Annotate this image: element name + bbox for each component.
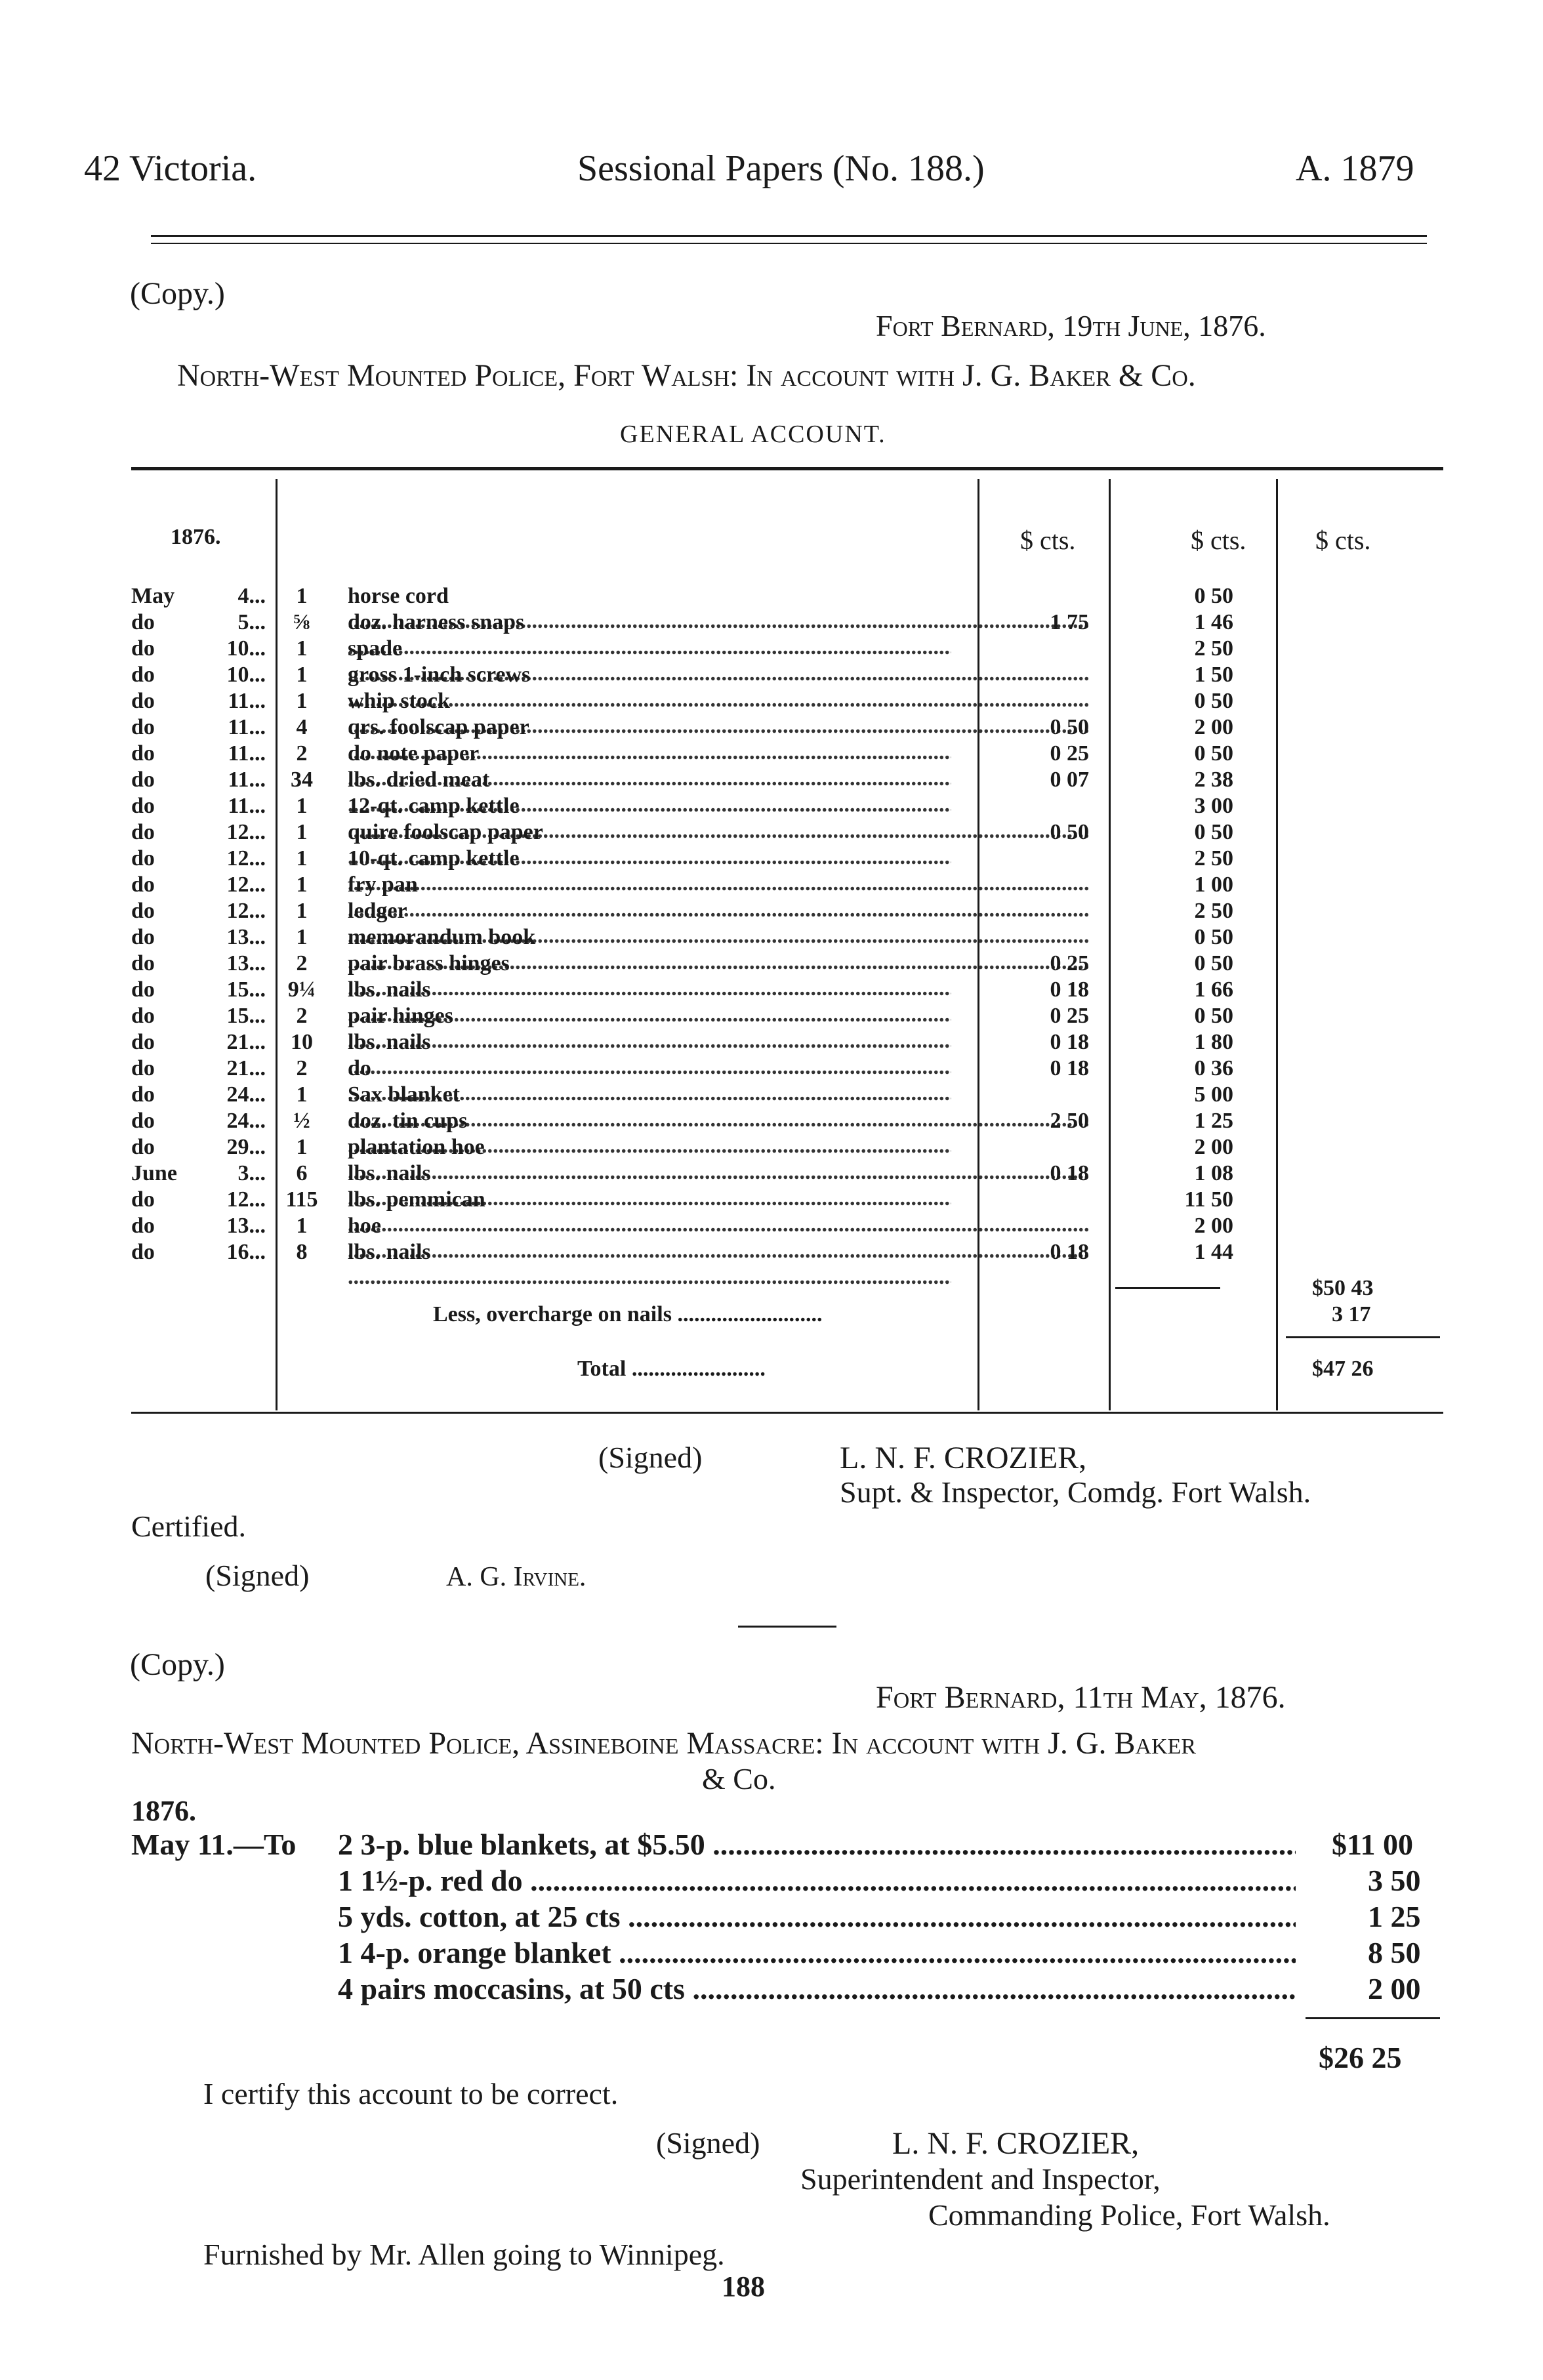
- ledger-row: [131, 820, 1443, 846]
- row-amount: 2 00: [1194, 1135, 1233, 1159]
- row-item: plantation hoe .....: [348, 1135, 1089, 1185]
- row-qty: 9¼: [287, 977, 316, 1002]
- row-month: do: [131, 846, 155, 871]
- row-amount: 2 00: [1194, 715, 1233, 739]
- row-qty: ½: [293, 1109, 310, 1133]
- row-item: 12-qt. camp kettle .....: [348, 794, 1089, 844]
- certify-statement: I certify this account to be correct.: [203, 2077, 619, 2110]
- row-amount: 1 46: [1194, 610, 1233, 634]
- row-item: qrs. foolscap paper .....: [348, 715, 951, 765]
- row-month: do: [131, 872, 155, 897]
- row-item: lbs. dried meat .....: [348, 768, 951, 817]
- row-day: 24...: [226, 1082, 266, 1107]
- signer-name-2: L. N. F. CROZIER,: [892, 2126, 1140, 2161]
- row-month: do: [131, 1030, 155, 1054]
- header-rule-top: [151, 235, 1427, 237]
- row-qty: 10: [291, 1030, 313, 1054]
- certifier-name: A. G. Irvine.: [446, 1562, 586, 1592]
- row-month: do: [131, 663, 155, 687]
- entry-line: [338, 1971, 1296, 2006]
- row-qty: 6: [296, 1161, 308, 1185]
- row-day: 13...: [226, 951, 266, 975]
- row-item: pair hinges .....: [348, 1004, 951, 1054]
- row-item: do .....: [348, 1056, 951, 1106]
- row-month: do: [131, 715, 155, 739]
- row-unit: 0 18: [1050, 1056, 1089, 1080]
- entry-amount: 3 50: [1368, 1864, 1421, 1897]
- row-day: 11...: [228, 715, 266, 739]
- row-day: 12...: [226, 899, 266, 923]
- total-label: [577, 1357, 958, 1382]
- ledger-row: [131, 1187, 1443, 1214]
- row-day: 16...: [226, 1240, 266, 1264]
- less-overcharge-label: [433, 1302, 958, 1327]
- row-qty: 1: [296, 846, 308, 871]
- row-month: do: [131, 925, 155, 949]
- row-item: memorandum book .....: [348, 925, 1089, 975]
- row-month: May: [131, 584, 175, 608]
- row-day: 11...: [228, 689, 266, 713]
- entry-line: [338, 1863, 1296, 1898]
- row-item: lbs. pemmican .....: [348, 1187, 1089, 1237]
- row-item: horse cord .....: [348, 584, 1089, 634]
- row-amount: 11 50: [1184, 1187, 1233, 1212]
- total-amount: $47 26: [1312, 1357, 1374, 1381]
- row-month: do: [131, 1135, 155, 1159]
- leader-dots: ..........................: [671, 1302, 823, 1326]
- row-month: do: [131, 610, 155, 634]
- row-item: 10-qt. camp kettle .....: [348, 846, 1089, 896]
- row-item: whip stock .....: [348, 689, 1089, 739]
- leader-dots: [621, 1900, 1296, 1933]
- header-rule-bottom: [151, 243, 1427, 244]
- page-number: 188: [722, 2270, 765, 2303]
- row-month: do: [131, 1004, 155, 1028]
- col-total: $ cts.: [1315, 525, 1371, 555]
- row-day: 12...: [226, 820, 266, 844]
- table-top-rule: [131, 467, 1443, 470]
- row-day: 10...: [226, 663, 266, 687]
- row-month: do: [131, 977, 155, 1002]
- row-amount: 2 50: [1194, 899, 1233, 923]
- ledger-row: [131, 1240, 1443, 1266]
- row-qty: 1: [296, 820, 308, 844]
- leader-dots: ........................: [626, 1357, 766, 1381]
- less-label-text: Less, overcharge on nails: [433, 1302, 672, 1326]
- row-day: 29...: [226, 1135, 266, 1159]
- row-month: June: [131, 1161, 177, 1185]
- row-unit: 0 25: [1050, 951, 1089, 975]
- subtotal-amount: $50 43: [1312, 1276, 1374, 1300]
- row-day: 11...: [228, 741, 266, 766]
- row-amount: 1 44: [1194, 1240, 1233, 1264]
- row-day: 21...: [226, 1056, 266, 1080]
- row-amount: 1 66: [1194, 977, 1233, 1002]
- row-unit: 0 18: [1050, 1030, 1089, 1054]
- signed-label-1: (Signed): [598, 1441, 703, 1474]
- header-title: Sessional Papers (No. 188.): [577, 148, 985, 189]
- entry-text: 2 3-p. blue blankets, at $5.50: [338, 1828, 705, 1861]
- row-month: do: [131, 636, 155, 661]
- row-item: doz. harness snaps .....: [348, 610, 951, 660]
- signer-title-1: Supt. & Inspector, Comdg. Fort Walsh.: [840, 1475, 1311, 1509]
- header-year: A. 1879: [1296, 148, 1414, 189]
- row-month: do: [131, 820, 155, 844]
- row-item: pair brass hinges .....: [348, 951, 951, 1001]
- row-month: do: [131, 1056, 155, 1080]
- account-heading-1: North-West Mounted Police, Fort Walsh: In account with J. G. Baker & Co.: [177, 358, 1196, 393]
- row-month: do: [131, 1109, 155, 1133]
- row-unit: 0 50: [1050, 715, 1089, 739]
- row-item: quire foolscap paper .....: [348, 820, 951, 870]
- ledger-row: [131, 715, 1443, 741]
- row-day: 13...: [226, 1214, 266, 1238]
- row-month: do: [131, 768, 155, 792]
- total-sum-rule: [1286, 1336, 1440, 1338]
- row-day: 5...: [237, 610, 266, 634]
- row-day: 15...: [226, 1004, 266, 1028]
- row-amount: 2 50: [1194, 846, 1233, 871]
- row-qty: 1: [296, 794, 308, 818]
- row-month: do: [131, 1240, 155, 1264]
- row-day: 11...: [228, 794, 266, 818]
- row-unit: 0 18: [1050, 977, 1089, 1002]
- entry-text: 1 4-p. orange blanket: [338, 1936, 611, 1969]
- row-unit: 2 50: [1050, 1109, 1089, 1133]
- entry-amount: 1 25: [1368, 1900, 1421, 1933]
- row-day: 11...: [228, 768, 266, 792]
- row-item: gross 1-inch screws .....: [348, 663, 1089, 712]
- copy-label-2: (Copy.): [130, 1647, 225, 1682]
- row-day: 4...: [237, 584, 266, 608]
- row-month: do: [131, 794, 155, 818]
- row-amount: 1 00: [1194, 872, 1233, 897]
- certified-signed-label: (Signed): [205, 1559, 310, 1592]
- ledger-row: [131, 1135, 1443, 1161]
- leader-dots: [611, 1936, 1296, 1969]
- total-rule-2: [1306, 2017, 1440, 2019]
- furnished-note: Furnished by Mr. Allen going to Winnipeg.: [203, 2238, 725, 2271]
- row-day: 12...: [226, 1187, 266, 1212]
- row-amount: 1 08: [1194, 1161, 1233, 1185]
- row-unit: 0 25: [1050, 741, 1089, 766]
- row-item: lbs. nails .....: [348, 1030, 951, 1080]
- row-item: do note paper .....: [348, 741, 951, 791]
- row-unit: 0 18: [1050, 1240, 1089, 1264]
- row-amount: 2 38: [1194, 768, 1233, 792]
- leader-dots: [523, 1864, 1296, 1897]
- ledger-row: [131, 951, 1443, 977]
- ledger-row: [131, 1056, 1443, 1082]
- year-label-2: 1876.: [131, 1795, 196, 1827]
- certified-label: Certified.: [131, 1509, 246, 1543]
- row-amount: 0 36: [1194, 1056, 1233, 1080]
- ledger-row: [131, 768, 1443, 794]
- row-item: spade .....: [348, 636, 1089, 686]
- place-date-1: Fort Bernard, 19th June, 1876.: [876, 309, 1266, 342]
- row-qty: 1: [296, 636, 308, 661]
- row-day: 10...: [226, 636, 266, 661]
- row-qty: 8: [296, 1240, 308, 1264]
- row-qty: 1: [296, 663, 308, 687]
- ledger-row: [131, 610, 1443, 636]
- row-item: ledger .....: [348, 899, 1089, 949]
- entry-amount: 8 50: [1368, 1936, 1421, 1969]
- ledger-row: [131, 925, 1443, 951]
- row-qty: 2: [296, 1056, 308, 1080]
- row-month: do: [131, 951, 155, 975]
- entry-line: [338, 1935, 1296, 1970]
- row-day: 15...: [226, 977, 266, 1002]
- row-day: 3...: [237, 1161, 266, 1185]
- signer-name-1: L. N. F. CROZIER,: [840, 1441, 1087, 1475]
- row-amount: 1 80: [1194, 1030, 1233, 1054]
- leader-dots: [705, 1828, 1296, 1861]
- row-item: fry pan .....: [348, 872, 1089, 922]
- entry-prefix: May 11.—To: [131, 1828, 297, 1861]
- row-qty: 1: [296, 1135, 308, 1159]
- ledger-row: [131, 846, 1443, 872]
- ledger-row: [131, 663, 1443, 689]
- row-unit: 0 07: [1050, 768, 1089, 792]
- row-amount: 3 00: [1194, 794, 1233, 818]
- row-unit: 0 18: [1050, 1161, 1089, 1185]
- row-item: lbs. nails .....: [348, 977, 951, 1027]
- row-day: 24...: [226, 1109, 266, 1133]
- row-amount: 0 50: [1194, 741, 1233, 766]
- section-divider: [738, 1626, 836, 1628]
- entry-line: [338, 1827, 1296, 1862]
- row-unit: 1 75: [1050, 610, 1089, 634]
- col-unit-price: $ cts.: [1020, 525, 1076, 555]
- row-amount: 1 25: [1194, 1109, 1233, 1133]
- row-qty: 1: [296, 872, 308, 897]
- ledger-row: [131, 741, 1443, 768]
- signer-title-2a: Superintendent and Inspector,: [800, 2162, 1161, 2196]
- account-heading-2: North-West Mounted Police, Assineboine Massacre: In account with J. G. Baker: [131, 1726, 1197, 1761]
- row-amount: 5 00: [1194, 1082, 1233, 1107]
- ledger-row: [131, 636, 1443, 663]
- less-overcharge-amount: 3 17: [1332, 1302, 1371, 1326]
- row-qty: 1: [296, 584, 308, 608]
- row-amount: 2 50: [1194, 636, 1233, 661]
- row-unit: 0 25: [1050, 1004, 1089, 1028]
- entry-text: 5 yds. cotton, at 25 cts: [338, 1900, 621, 1933]
- row-amount: 1 50: [1194, 663, 1233, 687]
- row-month: do: [131, 689, 155, 713]
- row-month: do: [131, 1187, 155, 1212]
- entry-amount: $11 00: [1332, 1828, 1413, 1861]
- row-amount: 0 50: [1194, 820, 1233, 844]
- amount-sum-rule: [1115, 1287, 1220, 1289]
- entry-amount: 2 00: [1368, 1972, 1421, 2005]
- entry-text: 4 pairs moccasins, at 50 cts: [338, 1972, 685, 2005]
- leader-dots: [685, 1972, 1296, 2005]
- row-day: 12...: [226, 872, 266, 897]
- col-amount: $ cts.: [1191, 525, 1246, 555]
- col-year: 1876.: [171, 525, 221, 549]
- ledger-row: [131, 1004, 1443, 1030]
- row-month: do: [131, 1082, 155, 1107]
- row-qty: 1: [296, 1214, 308, 1238]
- table-bottom-rule: [131, 1412, 1443, 1414]
- ledger-row: [131, 794, 1443, 820]
- entry-line: [338, 1899, 1296, 1934]
- row-amount: 0 50: [1194, 689, 1233, 713]
- row-qty: ⅝: [293, 610, 310, 634]
- row-month: do: [131, 1214, 155, 1238]
- ledger-row: [131, 872, 1443, 899]
- row-item: lbs. nails .....: [348, 1161, 951, 1211]
- row-qty: 1: [296, 689, 308, 713]
- row-amount: 0 50: [1194, 584, 1233, 608]
- total-label-text: Total: [577, 1357, 627, 1381]
- row-qty: 34: [291, 768, 313, 792]
- row-amount: 0 50: [1194, 1004, 1233, 1028]
- row-day: 12...: [226, 846, 266, 871]
- row-item: lbs. nails .....: [348, 1240, 951, 1290]
- row-month: do: [131, 741, 155, 766]
- row-qty: 2: [296, 741, 308, 766]
- row-qty: 2: [296, 951, 308, 975]
- row-item: Sax blanket .....: [348, 1082, 1089, 1132]
- row-qty: 1: [296, 899, 308, 923]
- row-day: 13...: [226, 925, 266, 949]
- row-day: 21...: [226, 1030, 266, 1054]
- total-amount-2: $26 25: [1319, 2041, 1402, 2074]
- row-amount: 2 00: [1194, 1214, 1233, 1238]
- row-qty: 115: [285, 1187, 318, 1212]
- ledger-row: [131, 689, 1443, 715]
- ledger-row: [131, 1109, 1443, 1135]
- ledger-row: [131, 1082, 1443, 1109]
- ledger-row: [131, 1214, 1443, 1240]
- copy-label-1: (Copy.): [130, 276, 225, 311]
- row-qty: 4: [296, 715, 308, 739]
- row-month: do: [131, 899, 155, 923]
- row-item: hoe .....: [348, 1214, 1089, 1263]
- account-subheading: GENERAL ACCOUNT.: [620, 421, 886, 448]
- row-amount: 0 50: [1194, 951, 1233, 975]
- row-qty: 1: [296, 925, 308, 949]
- row-amount: 0 50: [1194, 925, 1233, 949]
- entry-text: 1 1½-p. red do: [338, 1864, 523, 1897]
- ledger-row: [131, 1030, 1443, 1056]
- signer-title-2b: Commanding Police, Fort Walsh.: [928, 2198, 1330, 2232]
- ledger-row: [131, 584, 1443, 610]
- row-qty: 2: [296, 1004, 308, 1028]
- row-qty: 1: [296, 1082, 308, 1107]
- ledger-row: [131, 977, 1443, 1004]
- ledger-row: [131, 899, 1443, 925]
- row-unit: 0 50: [1050, 820, 1089, 844]
- place-date-2: Fort Bernard, 11th May, 1876.: [876, 1680, 1286, 1715]
- account-heading-2-cont: & Co.: [702, 1762, 776, 1795]
- header-session: 42 Victoria.: [84, 148, 257, 189]
- row-item: doz. tin cups .....: [348, 1109, 951, 1159]
- ledger-row: [131, 1161, 1443, 1187]
- signed-label-2: (Signed): [656, 2126, 760, 2160]
